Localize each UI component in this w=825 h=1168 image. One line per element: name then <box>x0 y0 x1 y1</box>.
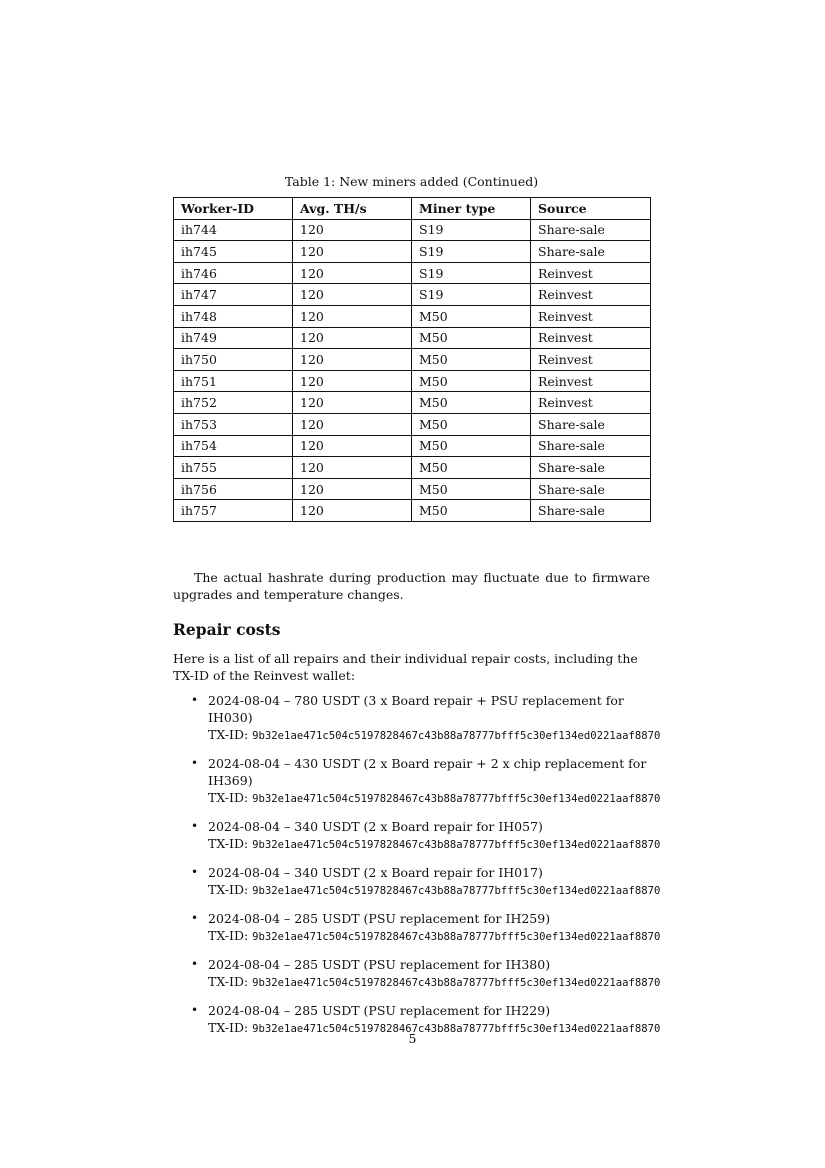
txid-label: TX-ID: <box>208 727 249 742</box>
avg-ths-cell: 120 <box>293 392 412 414</box>
txid-line <box>208 789 731 808</box>
avg-ths-cell: 120 <box>293 435 412 457</box>
miner-type-cell: S19 <box>412 241 531 263</box>
table-row <box>174 392 651 414</box>
txid-value: 9b32e1ae471c504c5197828467c43b88a78777bfff5c30ef134ed0221aaf8870 <box>252 885 661 897</box>
txid-label: TX-ID: <box>208 974 249 989</box>
miner-type-cell: M50 <box>412 457 531 479</box>
avg-ths-cell: 120 <box>293 219 412 241</box>
list-item <box>191 864 731 900</box>
repair-description: 2024-08-04 – 285 USDT (PSU replacement for IH259) <box>208 911 551 926</box>
table-row <box>174 413 651 435</box>
worker-id-cell: ih749 <box>174 327 293 349</box>
miner-type-cell: S19 <box>412 284 531 306</box>
txid-line <box>208 927 731 946</box>
worker-id-cell: ih744 <box>174 219 293 241</box>
worker-id-cell: ih747 <box>174 284 293 306</box>
section-title: Repair costs <box>173 620 281 639</box>
page-number: 5 <box>408 1031 417 1046</box>
avg-ths-cell: 120 <box>293 327 412 349</box>
bullet-icon: • <box>191 911 199 925</box>
miner-type-cell: M50 <box>412 327 531 349</box>
avg-ths-cell: 120 <box>293 478 412 500</box>
miner-type-cell: M50 <box>412 305 531 327</box>
miners-table <box>173 197 651 522</box>
repairs-list <box>191 692 731 1038</box>
worker-id-cell: ih753 <box>174 413 293 435</box>
worker-id-cell: ih746 <box>174 262 293 284</box>
repair-description: 2024-08-04 – 340 USDT (2 x Board repair for IH057) <box>208 819 543 834</box>
source-cell: Reinvest <box>531 305 651 327</box>
worker-id-cell: ih752 <box>174 392 293 414</box>
txid-label: TX-ID: <box>208 790 249 805</box>
miner-type-cell: M50 <box>412 478 531 500</box>
table-row <box>174 305 651 327</box>
list-item <box>191 755 731 808</box>
list-item <box>191 910 731 946</box>
txid-label: TX-ID: <box>208 1020 249 1035</box>
table-row <box>174 349 651 371</box>
bullet-icon: • <box>191 957 199 971</box>
table-row <box>174 241 651 263</box>
avg-ths-cell: 120 <box>293 413 412 435</box>
avg-ths-cell: 120 <box>293 305 412 327</box>
table-header-row <box>174 198 651 220</box>
worker-id-cell: ih750 <box>174 349 293 371</box>
source-cell: Share-sale <box>531 478 651 500</box>
miner-type-cell: S19 <box>412 262 531 284</box>
txid-value: 9b32e1ae471c504c5197828467c43b88a78777bfff5c30ef134ed0221aaf8870 <box>252 730 661 742</box>
table-row <box>174 478 651 500</box>
table-row <box>174 262 651 284</box>
table-row <box>174 435 651 457</box>
table-row <box>174 457 651 479</box>
miner-type-cell: S19 <box>412 219 531 241</box>
hashrate-note: The actual hashrate during production may fluctuate due to firmware upgrades and temperature changes. <box>173 570 650 602</box>
miner-type-cell: M50 <box>412 500 531 522</box>
avg-ths-cell: 120 <box>293 457 412 479</box>
source-cell: Reinvest <box>531 262 651 284</box>
avg-ths-cell: 120 <box>293 284 412 306</box>
txid-line <box>208 835 731 854</box>
column-header-worker-id: Worker-ID <box>174 198 293 220</box>
avg-ths-cell: 120 <box>293 241 412 263</box>
repair-description: 2024-08-04 – 285 USDT (PSU replacement for IH380) <box>208 957 551 972</box>
worker-id-cell: ih754 <box>174 435 293 457</box>
worker-id-cell: ih751 <box>174 370 293 392</box>
txid-line <box>208 726 731 745</box>
table-row <box>174 500 651 522</box>
miner-type-cell: M50 <box>412 370 531 392</box>
list-item <box>191 956 731 992</box>
miner-type-cell: M50 <box>412 413 531 435</box>
txid-line <box>208 881 731 900</box>
miner-type-cell: M50 <box>412 392 531 414</box>
bullet-icon: • <box>191 819 199 833</box>
source-cell: Share-sale <box>531 241 651 263</box>
bullet-icon: • <box>191 1003 199 1017</box>
column-header-source: Source <box>531 198 651 220</box>
source-cell: Reinvest <box>531 349 651 371</box>
table-caption: Table 1: New miners added (Continued) <box>284 174 539 189</box>
repair-description: 2024-08-04 – 780 USDT (3 x Board repair + PSU replacement for IH030) <box>208 693 624 725</box>
miner-type-cell: M50 <box>412 349 531 371</box>
txid-label: TX-ID: <box>208 882 249 897</box>
source-cell: Reinvest <box>531 284 651 306</box>
bullet-icon: • <box>191 865 199 879</box>
txid-value: 9b32e1ae471c504c5197828467c43b88a78777bfff5c30ef134ed0221aaf8870 <box>252 1023 661 1035</box>
worker-id-cell: ih756 <box>174 478 293 500</box>
source-cell: Share-sale <box>531 457 651 479</box>
txid-value: 9b32e1ae471c504c5197828467c43b88a78777bfff5c30ef134ed0221aaf8870 <box>252 839 661 851</box>
table-row <box>174 219 651 241</box>
source-cell: Share-sale <box>531 500 651 522</box>
txid-line <box>208 973 731 992</box>
txid-value: 9b32e1ae471c504c5197828467c43b88a78777bfff5c30ef134ed0221aaf8870 <box>252 931 661 943</box>
worker-id-cell: ih757 <box>174 500 293 522</box>
txid-label: TX-ID: <box>208 836 249 851</box>
table-row <box>174 284 651 306</box>
miner-type-cell: M50 <box>412 435 531 457</box>
column-header-avg-ths: Avg. TH/s <box>293 198 412 220</box>
worker-id-cell: ih755 <box>174 457 293 479</box>
avg-ths-cell: 120 <box>293 500 412 522</box>
avg-ths-cell: 120 <box>293 349 412 371</box>
column-header-miner-type: Miner type <box>412 198 531 220</box>
source-cell: Reinvest <box>531 327 651 349</box>
table-row <box>174 327 651 349</box>
source-cell: Share-sale <box>531 413 651 435</box>
source-cell: Reinvest <box>531 370 651 392</box>
table-row <box>174 370 651 392</box>
txid-label: TX-ID: <box>208 928 249 943</box>
repair-description: 2024-08-04 – 285 USDT (PSU replacement for IH229) <box>208 1003 551 1018</box>
avg-ths-cell: 120 <box>293 370 412 392</box>
bullet-icon: • <box>191 693 199 707</box>
txid-value: 9b32e1ae471c504c5197828467c43b88a78777bfff5c30ef134ed0221aaf8870 <box>252 793 661 805</box>
section-intro: Here is a list of all repairs and their individual repair costs, including the TX-ID of the Reinvest wallet: <box>173 651 638 683</box>
list-item <box>191 818 731 854</box>
list-item <box>191 692 731 745</box>
bullet-icon: • <box>191 756 199 770</box>
avg-ths-cell: 120 <box>293 262 412 284</box>
repair-description: 2024-08-04 – 340 USDT (2 x Board repair for IH017) <box>208 865 543 880</box>
worker-id-cell: ih745 <box>174 241 293 263</box>
table-body <box>174 219 651 521</box>
worker-id-cell: ih748 <box>174 305 293 327</box>
txid-value: 9b32e1ae471c504c5197828467c43b88a78777bfff5c30ef134ed0221aaf8870 <box>252 977 661 989</box>
repair-description: 2024-08-04 – 430 USDT (2 x Board repair + 2 x chip replacement for IH369) <box>208 756 647 788</box>
source-cell: Reinvest <box>531 392 651 414</box>
source-cell: Share-sale <box>531 435 651 457</box>
source-cell: Share-sale <box>531 219 651 241</box>
